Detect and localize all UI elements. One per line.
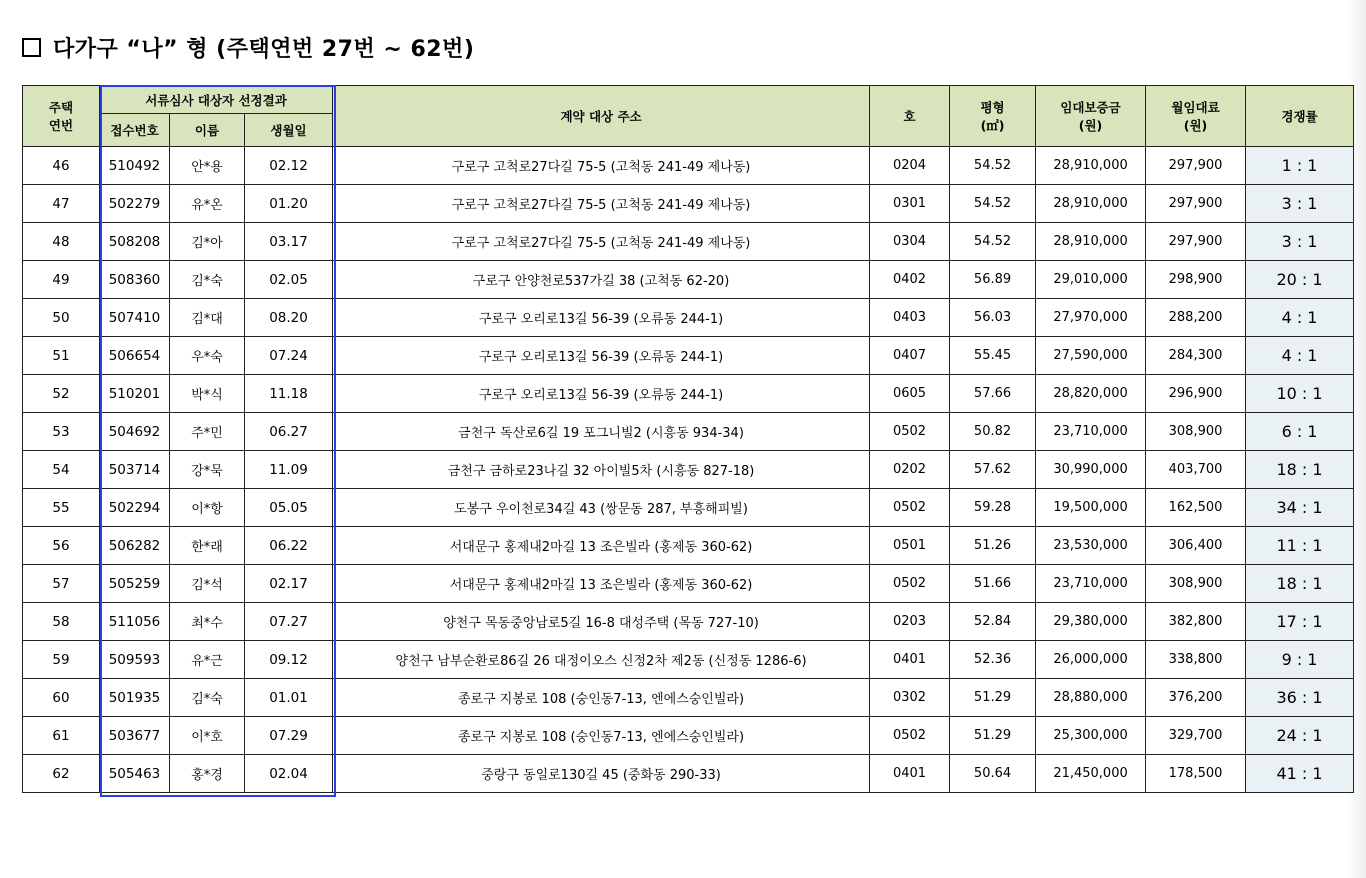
cell-birth: 02.05 xyxy=(245,261,333,299)
cell-area: 55.45 xyxy=(950,337,1036,375)
cell-address: 서대문구 홍제내2마길 13 조은빌라 (홍제동 360-62) xyxy=(333,565,870,603)
table-row xyxy=(23,451,1354,489)
cell-address: 구로구 오리로13길 56-39 (오류동 244-1) xyxy=(333,299,870,337)
cell-receipt-no: 509593 xyxy=(100,641,170,679)
col-house-no-bottom: 연번 xyxy=(48,118,74,133)
col-rent-top: 월임대료 xyxy=(1171,100,1220,115)
table-row xyxy=(23,755,1354,793)
cell-house-no: 48 xyxy=(23,223,100,261)
cell-address: 구로구 고척로27다길 75-5 (고척동 241-49 제나동) xyxy=(333,223,870,261)
cell-address: 도봉구 우이천로34길 43 (쌍문동 287, 부흥해피빌) xyxy=(333,489,870,527)
table-row xyxy=(23,527,1354,565)
cell-rent: 297,900 xyxy=(1146,223,1246,261)
col-house-no-top: 주택 xyxy=(48,100,74,115)
cell-house-no: 56 xyxy=(23,527,100,565)
col-birth: 생월일 xyxy=(245,114,333,147)
cell-area: 56.03 xyxy=(950,299,1036,337)
cell-rent: 308,900 xyxy=(1146,565,1246,603)
cell-deposit: 28,910,000 xyxy=(1036,147,1146,185)
col-rent xyxy=(1146,86,1246,147)
cell-name: 한*래 xyxy=(170,527,245,565)
table-row xyxy=(23,185,1354,223)
table-header xyxy=(23,86,1354,147)
cell-area: 51.29 xyxy=(950,679,1036,717)
cell-rent: 376,200 xyxy=(1146,679,1246,717)
cell-birth: 02.04 xyxy=(245,755,333,793)
cell-birth: 09.12 xyxy=(245,641,333,679)
cell-name: 우*숙 xyxy=(170,337,245,375)
cell-rent: 162,500 xyxy=(1146,489,1246,527)
cell-address: 구로구 고척로27다길 75-5 (고척동 241-49 제나동) xyxy=(333,147,870,185)
cell-receipt-no: 505463 xyxy=(100,755,170,793)
cell-rent: 288,200 xyxy=(1146,299,1246,337)
cell-receipt-no: 510492 xyxy=(100,147,170,185)
cell-deposit: 23,710,000 xyxy=(1036,565,1146,603)
cell-house-no: 62 xyxy=(23,755,100,793)
cell-area: 50.64 xyxy=(950,755,1036,793)
cell-house-no: 53 xyxy=(23,413,100,451)
cell-deposit: 28,820,000 xyxy=(1036,375,1146,413)
cell-name: 유*근 xyxy=(170,641,245,679)
table-row xyxy=(23,641,1354,679)
cell-receipt-no: 508208 xyxy=(100,223,170,261)
cell-receipt-no: 505259 xyxy=(100,565,170,603)
cell-birth: 05.05 xyxy=(245,489,333,527)
cell-name: 김*숙 xyxy=(170,261,245,299)
cell-ratio: 34 : 1 xyxy=(1246,489,1354,527)
cell-rent: 329,700 xyxy=(1146,717,1246,755)
cell-unit: 0204 xyxy=(870,147,950,185)
cell-rent: 306,400 xyxy=(1146,527,1246,565)
cell-deposit: 21,450,000 xyxy=(1036,755,1146,793)
cell-deposit: 27,590,000 xyxy=(1036,337,1146,375)
table-row xyxy=(23,717,1354,755)
cell-unit: 0203 xyxy=(870,603,950,641)
table-row xyxy=(23,375,1354,413)
cell-house-no: 59 xyxy=(23,641,100,679)
cell-area: 52.36 xyxy=(950,641,1036,679)
cell-name: 최*수 xyxy=(170,603,245,641)
cell-area: 56.89 xyxy=(950,261,1036,299)
cell-unit: 0401 xyxy=(870,641,950,679)
cell-name: 홍*경 xyxy=(170,755,245,793)
table-row xyxy=(23,413,1354,451)
cell-house-no: 57 xyxy=(23,565,100,603)
cell-ratio: 20 : 1 xyxy=(1246,261,1354,299)
cell-name: 김*숙 xyxy=(170,679,245,717)
cell-birth: 01.20 xyxy=(245,185,333,223)
cell-address: 서대문구 홍제내2마길 13 조은빌라 (홍제동 360-62) xyxy=(333,527,870,565)
table-row xyxy=(23,147,1354,185)
cell-address: 종로구 지봉로 108 (숭인동7-13, 엔에스숭인빌라) xyxy=(333,717,870,755)
col-unit: 호 xyxy=(870,86,950,147)
cell-receipt-no: 503677 xyxy=(100,717,170,755)
cell-name: 주*민 xyxy=(170,413,245,451)
page-title xyxy=(22,32,474,63)
cell-deposit: 29,380,000 xyxy=(1036,603,1146,641)
cell-receipt-no: 503714 xyxy=(100,451,170,489)
cell-address: 구로구 고척로27다길 75-5 (고척동 241-49 제나동) xyxy=(333,185,870,223)
cell-area: 57.66 xyxy=(950,375,1036,413)
cell-deposit: 28,910,000 xyxy=(1036,223,1146,261)
cell-unit: 0501 xyxy=(870,527,950,565)
cell-deposit: 26,000,000 xyxy=(1036,641,1146,679)
cell-house-no: 54 xyxy=(23,451,100,489)
cell-receipt-no: 507410 xyxy=(100,299,170,337)
cell-ratio: 3 : 1 xyxy=(1246,223,1354,261)
cell-receipt-no: 506654 xyxy=(100,337,170,375)
table-row xyxy=(23,603,1354,641)
cell-address: 구로구 오리로13길 56-39 (오류동 244-1) xyxy=(333,375,870,413)
cell-address: 구로구 안양천로537가길 38 (고척동 62-20) xyxy=(333,261,870,299)
cell-rent: 296,900 xyxy=(1146,375,1246,413)
cell-deposit: 19,500,000 xyxy=(1036,489,1146,527)
cell-ratio: 9 : 1 xyxy=(1246,641,1354,679)
col-deposit-top: 임대보증금 xyxy=(1060,100,1121,115)
cell-rent: 308,900 xyxy=(1146,413,1246,451)
cell-unit: 0407 xyxy=(870,337,950,375)
cell-unit: 0502 xyxy=(870,413,950,451)
cell-area: 51.66 xyxy=(950,565,1036,603)
cell-birth: 02.17 xyxy=(245,565,333,603)
cell-receipt-no: 502279 xyxy=(100,185,170,223)
cell-deposit: 29,010,000 xyxy=(1036,261,1146,299)
col-area-bottom: (㎡) xyxy=(980,118,1005,133)
col-area-top: 평형 xyxy=(980,100,1005,115)
cell-house-no: 58 xyxy=(23,603,100,641)
cell-birth: 11.18 xyxy=(245,375,333,413)
col-deposit-bottom: (원) xyxy=(1078,118,1103,133)
cell-deposit: 28,880,000 xyxy=(1036,679,1146,717)
cell-area: 51.29 xyxy=(950,717,1036,755)
cell-deposit: 27,970,000 xyxy=(1036,299,1146,337)
cell-birth: 07.29 xyxy=(245,717,333,755)
cell-ratio: 4 : 1 xyxy=(1246,337,1354,375)
cell-unit: 0403 xyxy=(870,299,950,337)
cell-address: 구로구 오리로13길 56-39 (오류동 244-1) xyxy=(333,337,870,375)
page-title-text: 다가구 “나” 형 (주택연번 27번 ~ 62번) xyxy=(53,37,475,62)
cell-receipt-no: 511056 xyxy=(100,603,170,641)
table-row xyxy=(23,223,1354,261)
cell-unit: 0302 xyxy=(870,679,950,717)
cell-house-no: 46 xyxy=(23,147,100,185)
cell-house-no: 50 xyxy=(23,299,100,337)
col-ratio: 경쟁률 xyxy=(1246,86,1354,147)
cell-receipt-no: 501935 xyxy=(100,679,170,717)
cell-birth: 07.24 xyxy=(245,337,333,375)
checkbox-square-icon xyxy=(22,38,41,57)
cell-deposit: 23,530,000 xyxy=(1036,527,1146,565)
cell-ratio: 18 : 1 xyxy=(1246,451,1354,489)
cell-deposit: 25,300,000 xyxy=(1036,717,1146,755)
col-receipt: 접수번호 xyxy=(100,114,170,147)
cell-unit: 0502 xyxy=(870,717,950,755)
cell-deposit: 30,990,000 xyxy=(1036,451,1146,489)
cell-ratio: 17 : 1 xyxy=(1246,603,1354,641)
table-row xyxy=(23,299,1354,337)
cell-birth: 07.27 xyxy=(245,603,333,641)
cell-birth: 08.20 xyxy=(245,299,333,337)
cell-area: 54.52 xyxy=(950,223,1036,261)
cell-ratio: 10 : 1 xyxy=(1246,375,1354,413)
table-row xyxy=(23,337,1354,375)
cell-deposit: 23,710,000 xyxy=(1036,413,1146,451)
cell-rent: 382,800 xyxy=(1146,603,1246,641)
cell-rent: 178,500 xyxy=(1146,755,1246,793)
cell-address: 양천구 목동중앙남로5길 16-8 대성주택 (목동 727-10) xyxy=(333,603,870,641)
cell-ratio: 3 : 1 xyxy=(1246,185,1354,223)
cell-ratio: 6 : 1 xyxy=(1246,413,1354,451)
selection-result-table xyxy=(22,85,1354,793)
table-row xyxy=(23,679,1354,717)
cell-name: 강*묵 xyxy=(170,451,245,489)
cell-birth: 11.09 xyxy=(245,451,333,489)
cell-rent: 298,900 xyxy=(1146,261,1246,299)
cell-house-no: 55 xyxy=(23,489,100,527)
table-body xyxy=(23,147,1354,793)
cell-unit: 0301 xyxy=(870,185,950,223)
cell-address: 양천구 남부순환로86길 26 대정이오스 신정2차 제2동 (신정동 1286-6) xyxy=(333,641,870,679)
cell-ratio: 18 : 1 xyxy=(1246,565,1354,603)
cell-unit: 0401 xyxy=(870,755,950,793)
cell-address: 중랑구 동일로130길 45 (중화동 290-33) xyxy=(333,755,870,793)
col-rent-bottom: (원) xyxy=(1183,118,1208,133)
cell-ratio: 24 : 1 xyxy=(1246,717,1354,755)
cell-name: 이*호 xyxy=(170,717,245,755)
cell-rent: 297,900 xyxy=(1146,185,1246,223)
cell-area: 51.26 xyxy=(950,527,1036,565)
cell-unit: 0304 xyxy=(870,223,950,261)
cell-ratio: 1 : 1 xyxy=(1246,147,1354,185)
cell-name: 김*대 xyxy=(170,299,245,337)
table-row xyxy=(23,565,1354,603)
cell-house-no: 47 xyxy=(23,185,100,223)
cell-receipt-no: 504692 xyxy=(100,413,170,451)
cell-rent: 297,900 xyxy=(1146,147,1246,185)
cell-address: 금천구 독산로6길 19 포그니빌2 (시흥동 934-34) xyxy=(333,413,870,451)
cell-area: 52.84 xyxy=(950,603,1036,641)
col-deposit xyxy=(1036,86,1146,147)
table-row xyxy=(23,489,1354,527)
cell-birth: 01.01 xyxy=(245,679,333,717)
col-address: 계약 대상 주소 xyxy=(333,86,870,147)
cell-name: 김*아 xyxy=(170,223,245,261)
cell-unit: 0402 xyxy=(870,261,950,299)
cell-ratio: 11 : 1 xyxy=(1246,527,1354,565)
cell-name: 김*석 xyxy=(170,565,245,603)
cell-unit: 0502 xyxy=(870,565,950,603)
col-group-screening: 서류심사 대상자 선정결과 xyxy=(100,86,333,114)
cell-house-no: 61 xyxy=(23,717,100,755)
cell-receipt-no: 502294 xyxy=(100,489,170,527)
cell-unit: 0202 xyxy=(870,451,950,489)
cell-unit: 0605 xyxy=(870,375,950,413)
cell-area: 50.82 xyxy=(950,413,1036,451)
cell-unit: 0502 xyxy=(870,489,950,527)
cell-birth: 06.27 xyxy=(245,413,333,451)
cell-ratio: 41 : 1 xyxy=(1246,755,1354,793)
col-house-no xyxy=(23,86,100,147)
cell-house-no: 49 xyxy=(23,261,100,299)
cell-rent: 338,800 xyxy=(1146,641,1246,679)
cell-rent: 403,700 xyxy=(1146,451,1246,489)
col-area xyxy=(950,86,1036,147)
cell-address: 종로구 지봉로 108 (숭인동7-13, 엔에스숭인빌라) xyxy=(333,679,870,717)
cell-name: 안*용 xyxy=(170,147,245,185)
cell-birth: 02.12 xyxy=(245,147,333,185)
cell-house-no: 60 xyxy=(23,679,100,717)
col-name: 이름 xyxy=(170,114,245,147)
cell-deposit: 28,910,000 xyxy=(1036,185,1146,223)
table-row xyxy=(23,261,1354,299)
cell-name: 박*식 xyxy=(170,375,245,413)
cell-receipt-no: 508360 xyxy=(100,261,170,299)
cell-area: 57.62 xyxy=(950,451,1036,489)
cell-birth: 03.17 xyxy=(245,223,333,261)
cell-house-no: 51 xyxy=(23,337,100,375)
cell-birth: 06.22 xyxy=(245,527,333,565)
cell-receipt-no: 510201 xyxy=(100,375,170,413)
cell-receipt-no: 506282 xyxy=(100,527,170,565)
cell-ratio: 4 : 1 xyxy=(1246,299,1354,337)
cell-house-no: 52 xyxy=(23,375,100,413)
cell-address: 금천구 금하로23나길 32 아이빌5차 (시흥동 827-18) xyxy=(333,451,870,489)
cell-area: 54.52 xyxy=(950,185,1036,223)
cell-name: 유*온 xyxy=(170,185,245,223)
cell-name: 이*항 xyxy=(170,489,245,527)
cell-ratio: 36 : 1 xyxy=(1246,679,1354,717)
cell-area: 54.52 xyxy=(950,147,1036,185)
cell-rent: 284,300 xyxy=(1146,337,1246,375)
cell-area: 59.28 xyxy=(950,489,1036,527)
